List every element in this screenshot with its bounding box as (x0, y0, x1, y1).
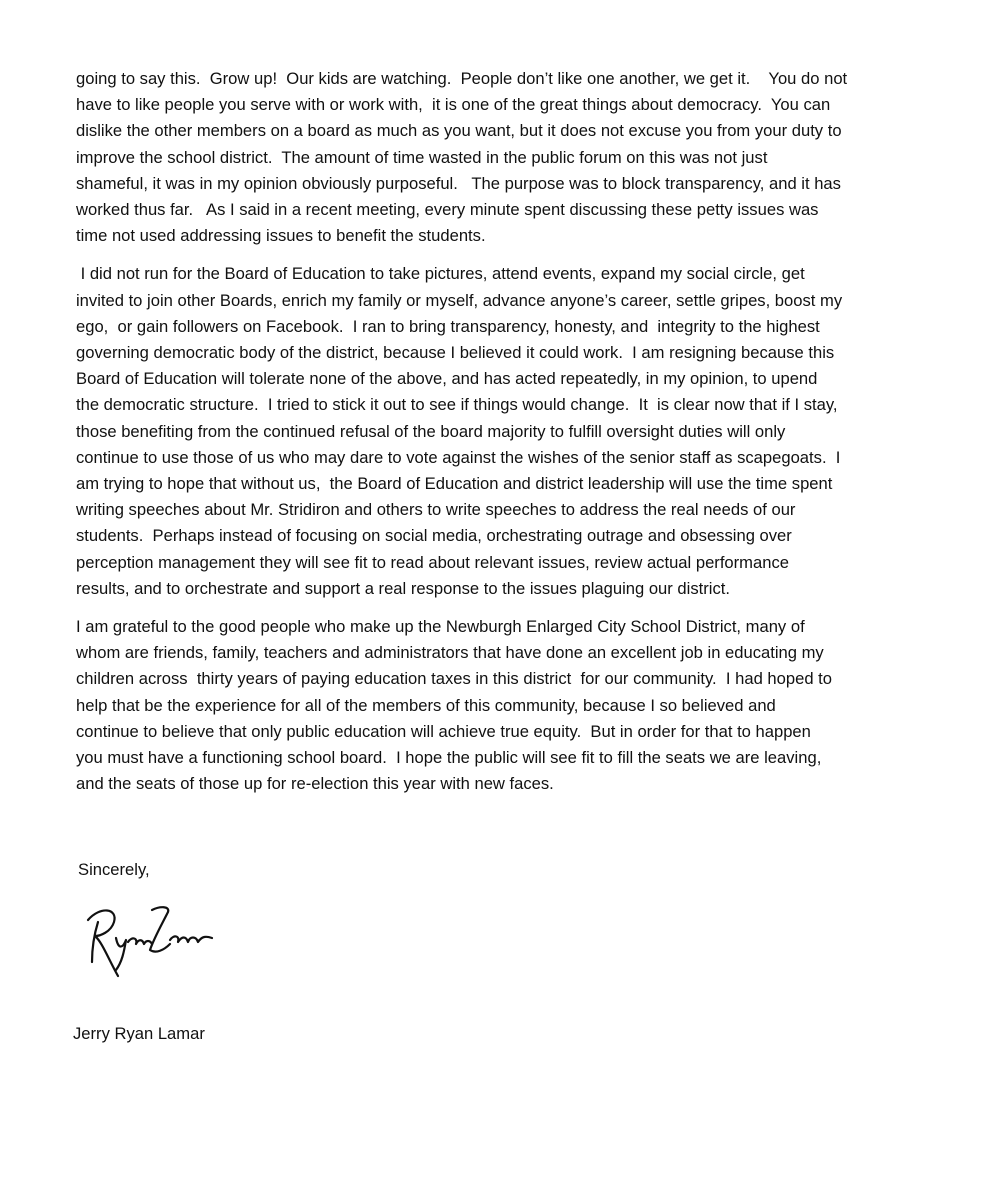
paragraph-line: have to like people you serve with or work with, it is one of the great things about democracy. You can (76, 95, 831, 115)
paragraph-line: am trying to hope that without us, the Board of Education and district leadership will use the time spent (76, 474, 833, 494)
paragraph-line: you must have a functioning school board. I hope the public will see fit to fill the seats we are leaving, (76, 748, 822, 768)
paragraph-line: dislike the other members on a board as much as you want, but it does not excuse you from your duty to (76, 121, 842, 141)
paragraph-1 (76, 66, 926, 249)
paragraph-3 (76, 614, 926, 797)
signature-image (80, 900, 220, 985)
paragraph-2 (76, 261, 926, 602)
paragraph-line: invited to join other Boards, enrich my family or myself, advance anyone’s career, settle gripes, boost my (76, 290, 843, 310)
paragraph-line: children across thirty years of paying education taxes in this district for our community. I had hoped to (76, 669, 832, 689)
paragraph-line: shameful, it was in my opinion obviously purposeful. The purpose was to block transparency, and it has (76, 173, 841, 193)
paragraph-line: writing speeches about Mr. Stridiron and others to write speeches to address the real needs of our (76, 500, 796, 520)
letter-body (76, 66, 926, 797)
paragraph-line: going to say this. Grow up! Our kids are watching. People don’t like one another, we get it. You do not (76, 69, 848, 88)
paragraph-line: I am grateful to the good people who make up the Newburgh Enlarged City School District, many of (76, 617, 805, 637)
paragraph-line: continue to use those of us who may dare to vote against the wishes of the senior staff as scapegoats. I (76, 447, 841, 467)
paragraph-line: those benefiting from the continued refusal of the board majority to fulfill oversight duties will only (76, 421, 786, 441)
paragraph-line: results, and to orchestrate and support a real response to the issues plaguing our district. (76, 578, 730, 598)
paragraph-line: and the seats of those up for re-election this year with new faces. (76, 774, 554, 794)
paragraph-line: continue to believe that only public education will achieve true equity. But in order for that to happen (76, 721, 811, 741)
paragraph-line: governing democratic body of the district, because I believed it could work. I am resigning because this (76, 343, 835, 363)
paragraph-line: Board of Education will tolerate none of the above, and has acted repeatedly, in my opinion, to upend (76, 369, 818, 389)
paragraph-line: I did not run for the Board of Education to take pictures, attend events, expand my social circle, get (76, 264, 805, 284)
paragraph-line: improve the school district. The amount of time wasted in the public forum on this was not just (76, 147, 768, 167)
paragraph-line: students. Perhaps instead of focusing on social media, orchestrating outrage and obsessing over (76, 526, 792, 546)
paragraph-line: perception management they will see fit to read about relevant issues, review actual performance (76, 552, 789, 572)
paragraph-line: worked thus far. As I said in a recent meeting, every minute spent discussing these petty issues was (76, 200, 819, 220)
paragraph-line: ego, or gain followers on Facebook. I ran to bring transparency, honesty, and integrity to the highest (76, 316, 820, 336)
paragraph-line: whom are friends, family, teachers and administrators that have done an excellent job in educating my (76, 643, 824, 663)
closing-salutation: Sincerely, (78, 860, 150, 879)
paragraph-line: time not used addressing issues to benefit the students. (76, 226, 486, 246)
paragraph-line: help that be the experience for all of the members of this community, because I so believed and (76, 695, 776, 715)
paragraph-line: the democratic structure. I tried to stick it out to see if things would change. It is clear now that if I stay, (76, 395, 838, 415)
signer-name: Jerry Ryan Lamar (73, 1024, 205, 1043)
